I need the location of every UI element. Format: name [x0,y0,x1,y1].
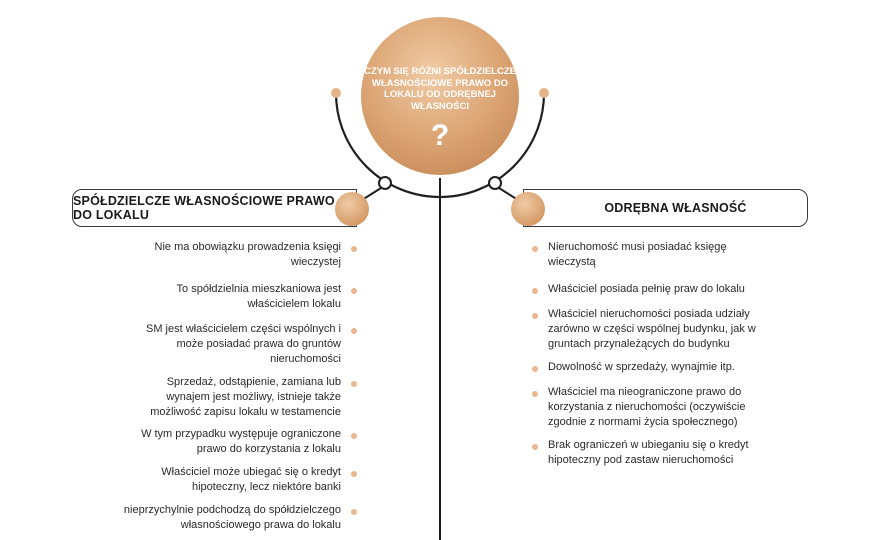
arc-end-dot-left [331,88,341,98]
bullet-icon [351,433,357,439]
connector-line-right [499,188,518,200]
list-item: SM jest właścicielem części wspólnych i może posiadać prawa do gruntów nieruchomości [123,322,363,367]
list-item: W tym przypadku występuje ograniczone prawo do korzystania z lokalu [123,427,363,457]
bullet-icon [532,391,538,397]
connector-node-left [379,177,391,189]
connector-node-right [489,177,501,189]
right-header-title: ODRĘBNA WŁASNOŚĆ [604,201,747,215]
bullet-icon [532,444,538,450]
right-header [523,189,808,227]
center-question: CZYM SIĘ RÓŻNI SPÓŁDZIELCZE WŁASNOŚCIOWE PRAWO DO LOKALU OD ODRĘBNEJ WŁASNOŚCI [363,66,516,112]
list-item: Dowolność w sprzedaży, wynajmie itp. [530,360,770,375]
list-item: Nieruchomość musi posiadać księgę wieczystą [530,240,770,270]
bullet-icon [351,471,357,477]
left-list [123,240,363,540]
list-item: Właściciel posiada pełnię praw do lokalu [530,282,770,297]
bullet-icon [351,381,357,387]
list-item: Właściciel nieruchomości posiada udziały zarówno w części wspólnej budynku, jak w gruntach przynależących do budynku [530,307,770,352]
bullet-icon [532,288,538,294]
arc-end-dot-right [539,88,549,98]
question-mark: ? [430,119,450,152]
bullet-icon [532,366,538,372]
list-item: nieprzychylnie podchodzą do spółdzielczego własnościowego prawa do lokalu [123,503,363,533]
bullet-icon [532,313,538,319]
bullet-icon [351,328,357,334]
bullet-icon [351,509,357,515]
bullet-icon [532,246,538,252]
list-item: Nie ma obowiązku prowadzenia księgi wieczystej [123,240,363,270]
right-list [530,240,770,540]
bullet-icon [351,246,357,252]
connector-line-left [362,188,381,200]
list-item: Właściciel może ubiegać się o kredyt hipoteczny, lecz niektóre banki [123,465,363,495]
left-header [72,189,357,227]
bullet-icon [351,288,357,294]
list-item: To spółdzielnia mieszkaniowa jest właścicielem lokalu [123,282,363,312]
list-item: Brak ograniczeń w ubieganiu się o kredyt hipoteczny pod zastaw nieruchomości [530,438,770,468]
left-header-title: SPÓŁDZIELCZE WŁASNOŚCIOWE PRAWO DO LOKALU [73,194,335,222]
list-item: Właściciel ma nieograniczone prawo do korzystania z nieruchomości (oczywiście zgodnie z normami życia społecznego) [530,385,770,430]
list-item: Sprzedaż, odstąpienie, zamiana lub wynajem jest możliwy, istnieje także możliwość zapisu lokalu w testamencie [123,375,363,420]
